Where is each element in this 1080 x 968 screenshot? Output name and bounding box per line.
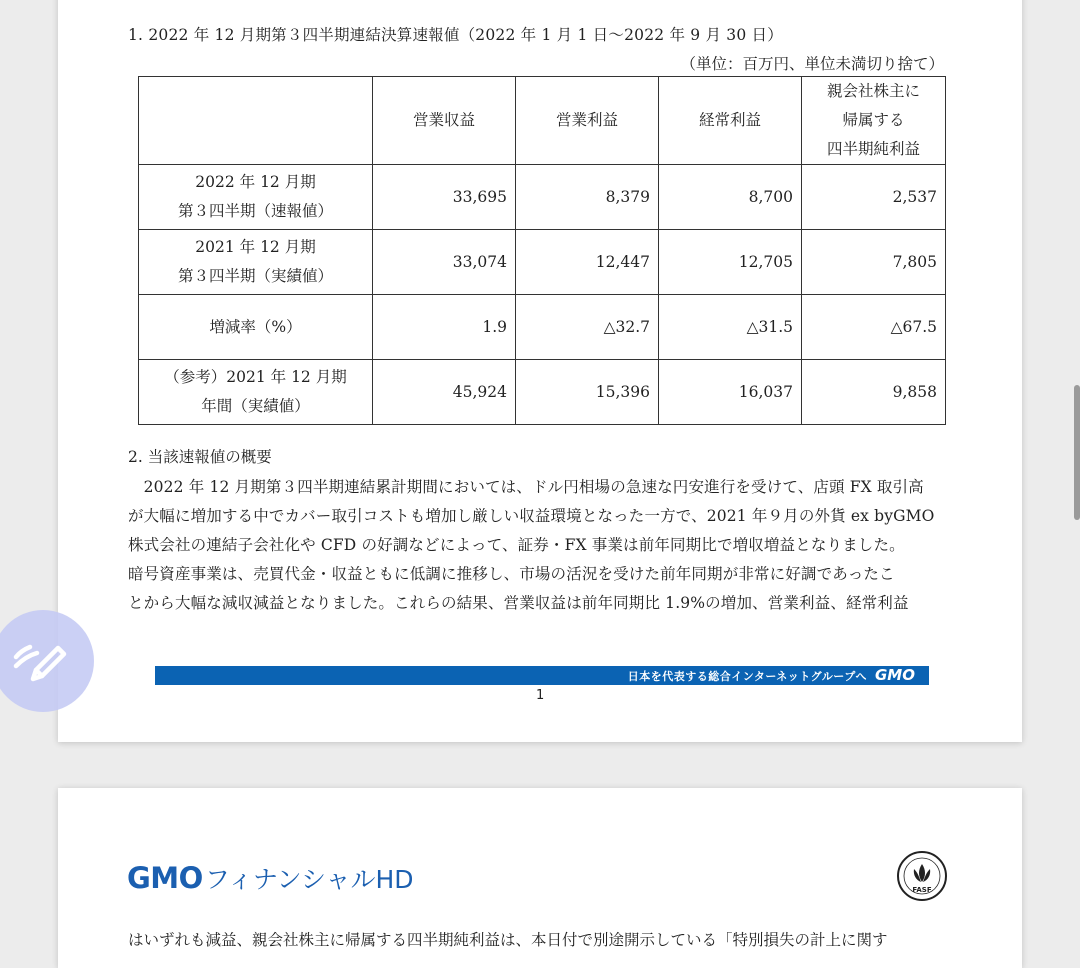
logo-gmo-text: GMO (127, 861, 203, 895)
table-cell: △67.5 (802, 295, 946, 360)
table-cell: 7,805 (802, 230, 946, 295)
table-cell: 16,037 (659, 360, 802, 425)
table-cell: 12,447 (516, 230, 659, 295)
scrollbar[interactable] (1074, 385, 1080, 520)
table-cell: 45,924 (373, 360, 516, 425)
fasf-badge-icon (896, 850, 948, 902)
annotate-fab-button[interactable] (0, 610, 94, 712)
gmo-financial-hd-logo (127, 860, 414, 896)
table-cell: 33,695 (373, 165, 516, 230)
table-cell: △32.7 (516, 295, 659, 360)
paragraph-line: 暗号資産事業は、売買代金・収益ともに低調に推移し、市場の活況を受けた前年同期が非常に好調であったこ (128, 565, 895, 583)
table-cell: 12,705 (659, 230, 802, 295)
page-number: 1 (536, 688, 545, 703)
paragraph-line: が大幅に増加する中でカバー取引コストも増加し厳しい収益環境となった一方で、2021 年９月の外貨 ex byGMO (128, 507, 935, 525)
fasf-badge-text: FASF (912, 886, 932, 894)
table-cell: 15,396 (516, 360, 659, 425)
table-cell: 9,858 (802, 360, 946, 425)
document-page-2 (58, 788, 1022, 968)
table-header-cell: 経常利益 (659, 77, 802, 165)
table-row (139, 360, 946, 425)
row-label-line: 年間（実績値） (201, 397, 310, 415)
section-2-title: 2. 当該速報値の概要 (128, 448, 272, 466)
row-label (139, 295, 373, 360)
row-label-line: 2022 年 12 月期 (195, 173, 316, 191)
document-page-1 (58, 0, 1022, 742)
row-label (139, 165, 373, 230)
table-header-cell (139, 77, 373, 165)
row-label-line: 増減率（%） (209, 317, 302, 336)
paragraph-line: 株式会社の連結子会社化や CFD の好調などによって、証券・FX 事業は前年同期比で増収増益となりました。 (128, 536, 905, 554)
table-header-cell: 営業収益 (373, 77, 516, 165)
table-header-line: 親会社株主に (826, 82, 920, 100)
paragraph-line: はいずれも減益、親会社株主に帰属する四半期純利益は、本日付で別途開示している「特別損失の計上に関す (128, 931, 888, 949)
row-label (139, 230, 373, 295)
row-label-line: 2021 年 12 月期 (195, 238, 316, 256)
table-header-line: 四半期純利益 (826, 140, 920, 158)
paragraph-line: とから大幅な減収減益となりました。これらの結果、営業収益は前年同期比 1.9%の増加、営業利益、経常利益 (128, 594, 909, 612)
table-row (139, 295, 946, 360)
table-cell: 33,074 (373, 230, 516, 295)
table-row (139, 230, 946, 295)
row-label-line: 第３四半期（速報値） (177, 202, 333, 220)
financial-results-table (138, 76, 946, 425)
table-cell: 8,379 (516, 165, 659, 230)
section-2-paragraph (128, 473, 958, 618)
table-cell: △31.5 (659, 295, 802, 360)
row-label (139, 360, 373, 425)
row-label-line: 第３四半期（実績値） (177, 267, 333, 285)
table-row (139, 165, 946, 230)
footer-banner-logo: GMO (875, 666, 915, 684)
table-header-row (139, 77, 946, 165)
unit-note: （単位：百万円、単位未満切り捨て） (680, 55, 944, 73)
pen-icon (0, 610, 94, 712)
footer-banner-text: 日本を代表する総合インターネットグループへ (627, 670, 867, 683)
table-header-cell: 営業利益 (516, 77, 659, 165)
table-header-cell (802, 77, 946, 165)
table-cell: 8,700 (659, 165, 802, 230)
footer-banner (155, 666, 929, 685)
table-header-line: 帰属する (842, 111, 905, 129)
logo-suffix-text: フィナンシャルHD (204, 865, 414, 894)
table-cell: 2,537 (802, 165, 946, 230)
paragraph-line: 2022 年 12 月期第３四半期連結累計期間においては、ドル円相場の急速な円安進行を受けて、店頭 FX 取引高 (128, 478, 924, 496)
section-1-title: 1. 2022 年 12 月期第３四半期連結決算速報値（2022 年 1 月 1 日〜2022 年 9 月 30 日） (128, 26, 783, 44)
table-cell: 1.9 (373, 295, 516, 360)
row-label-line: （参考）2021 年 12 月期 (164, 368, 347, 386)
